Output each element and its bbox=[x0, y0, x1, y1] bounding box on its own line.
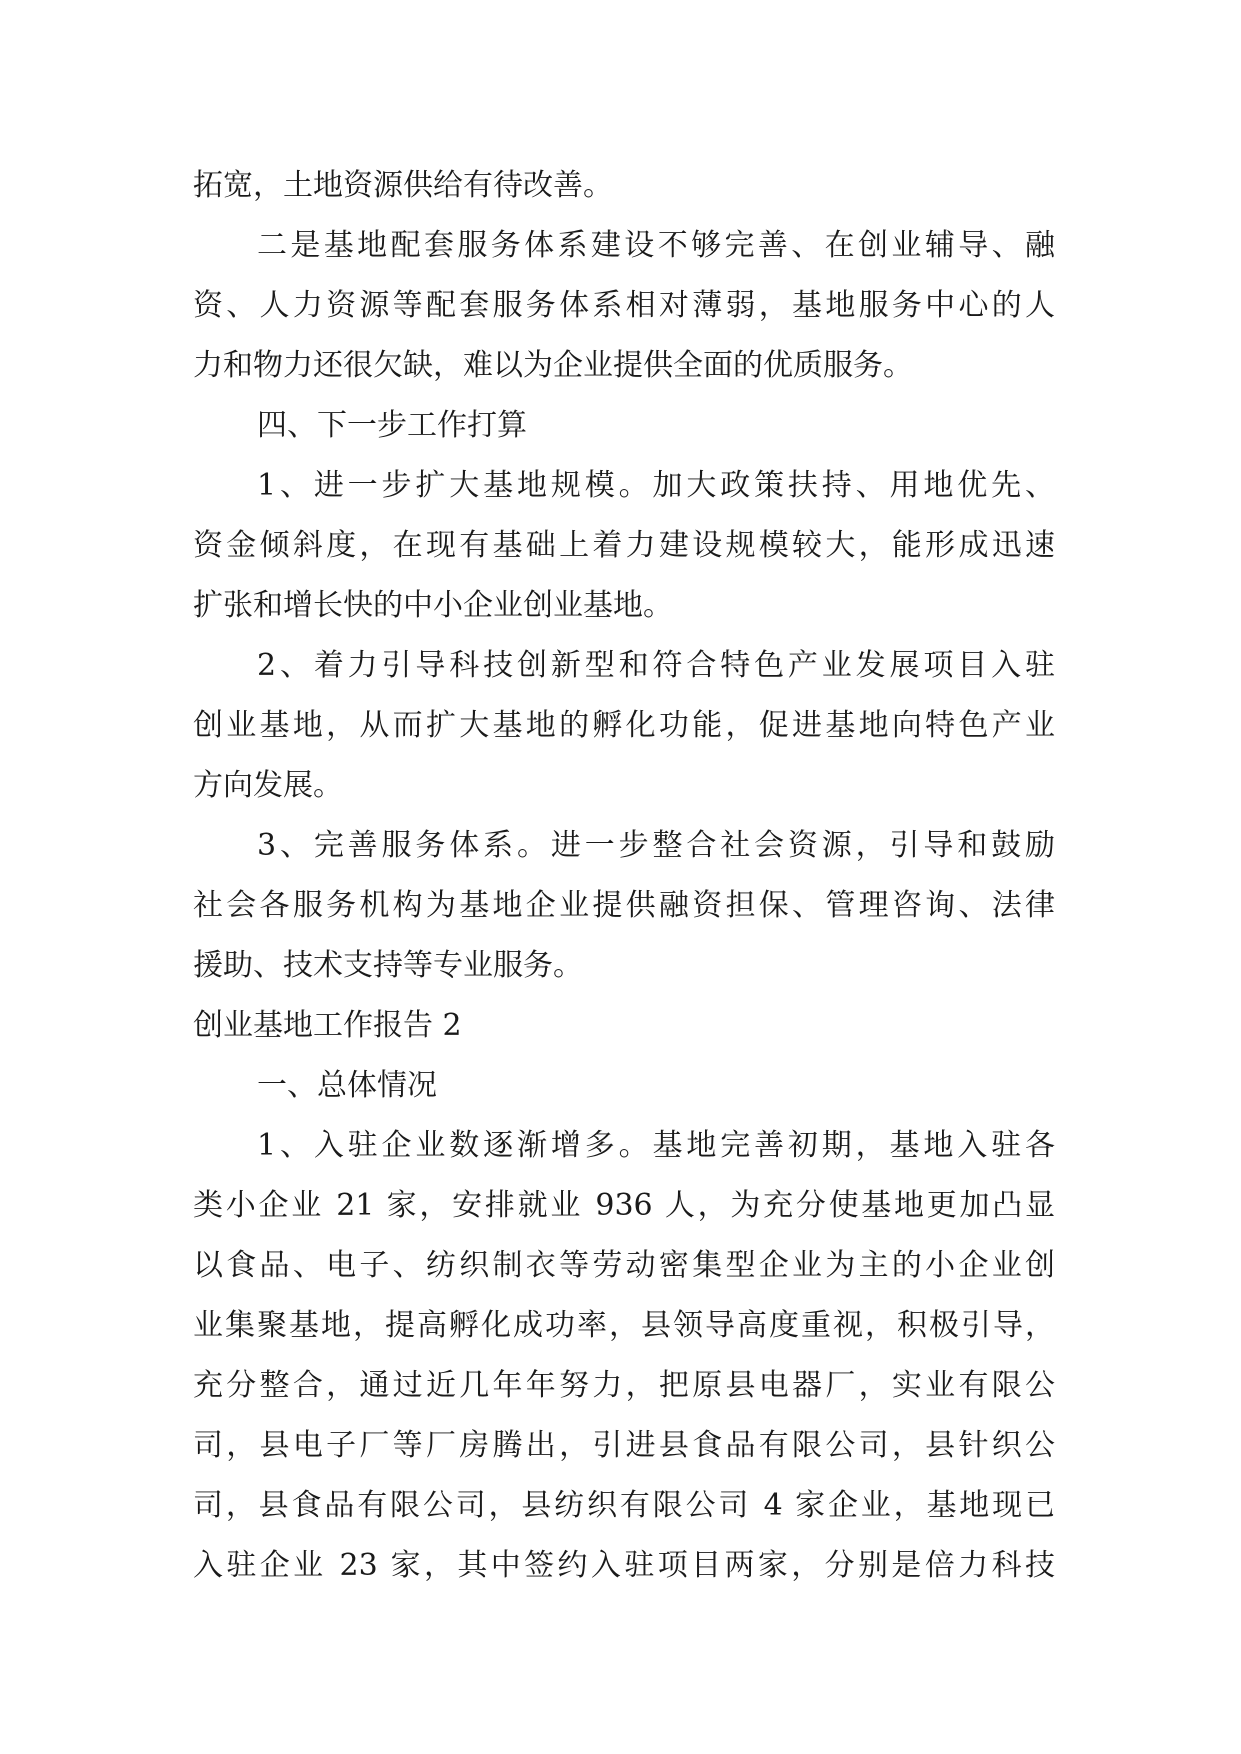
paragraph-line: 司，县电子厂等厂房腾出，引进县食品有限公司，县针织公 bbox=[193, 1428, 1055, 1463]
paragraph-line: 充分整合，通过近几年年努力，把原县电器厂，实业有限公 bbox=[193, 1368, 1055, 1403]
report-title: 创业基地工作报告 2 bbox=[193, 1008, 462, 1043]
paragraph-line: 资金倾斜度，在现有基础上着力建设规模较大，能形成迅速 bbox=[193, 528, 1055, 563]
paragraph-line: 以食品、电子、纺织制衣等劳动密集型企业为主的小企业创 bbox=[193, 1248, 1055, 1283]
paragraph-line: 方向发展。 bbox=[193, 768, 343, 803]
paragraph-line: 社会各服务机构为基地企业提供融资担保、管理咨询、法律 bbox=[193, 888, 1055, 923]
paragraph-line: 司，县食品有限公司，县纺织有限公司 4 家企业，基地现已 bbox=[193, 1488, 1055, 1523]
document-body bbox=[193, 156, 1055, 1596]
paragraph-line: 入驻企业 23 家，其中签约入驻项目两家，分别是倍力科技 bbox=[193, 1548, 1055, 1583]
paragraph-line: 力和物力还很欠缺，难以为企业提供全面的优质服务。 bbox=[193, 348, 913, 383]
paragraph-line: 创业基地，从而扩大基地的孵化功能，促进基地向特色产业 bbox=[193, 708, 1055, 743]
paragraph-line: 二是基地配套服务体系建设不够完善、在创业辅导、融 bbox=[257, 228, 1055, 263]
paragraph-line: 1、进一步扩大基地规模。加大政策扶持、用地优先、 bbox=[257, 468, 1055, 503]
section-heading: 四、下一步工作打算 bbox=[257, 408, 527, 443]
paragraph-line: 拓宽，土地资源供给有待改善。 bbox=[193, 168, 613, 203]
section-heading: 一、总体情况 bbox=[257, 1068, 437, 1103]
paragraph-line: 1、入驻企业数逐渐增多。基地完善初期，基地入驻各 bbox=[257, 1128, 1055, 1163]
paragraph-line: 业集聚基地，提高孵化成功率，县领导高度重视，积极引导， bbox=[193, 1308, 1055, 1343]
paragraph-line: 资、人力资源等配套服务体系相对薄弱，基地服务中心的人 bbox=[193, 288, 1055, 323]
paragraph-line: 扩张和增长快的中小企业创业基地。 bbox=[193, 588, 673, 623]
paragraph-line: 2、着力引导科技创新型和符合特色产业发展项目入驻 bbox=[257, 648, 1055, 683]
paragraph-line: 援助、技术支持等专业服务。 bbox=[193, 948, 583, 983]
paragraph-line: 类小企业 21 家，安排就业 936 人，为充分使基地更加凸显 bbox=[193, 1188, 1055, 1223]
paragraph-line: 3、完善服务体系。进一步整合社会资源，引导和鼓励 bbox=[257, 828, 1055, 863]
